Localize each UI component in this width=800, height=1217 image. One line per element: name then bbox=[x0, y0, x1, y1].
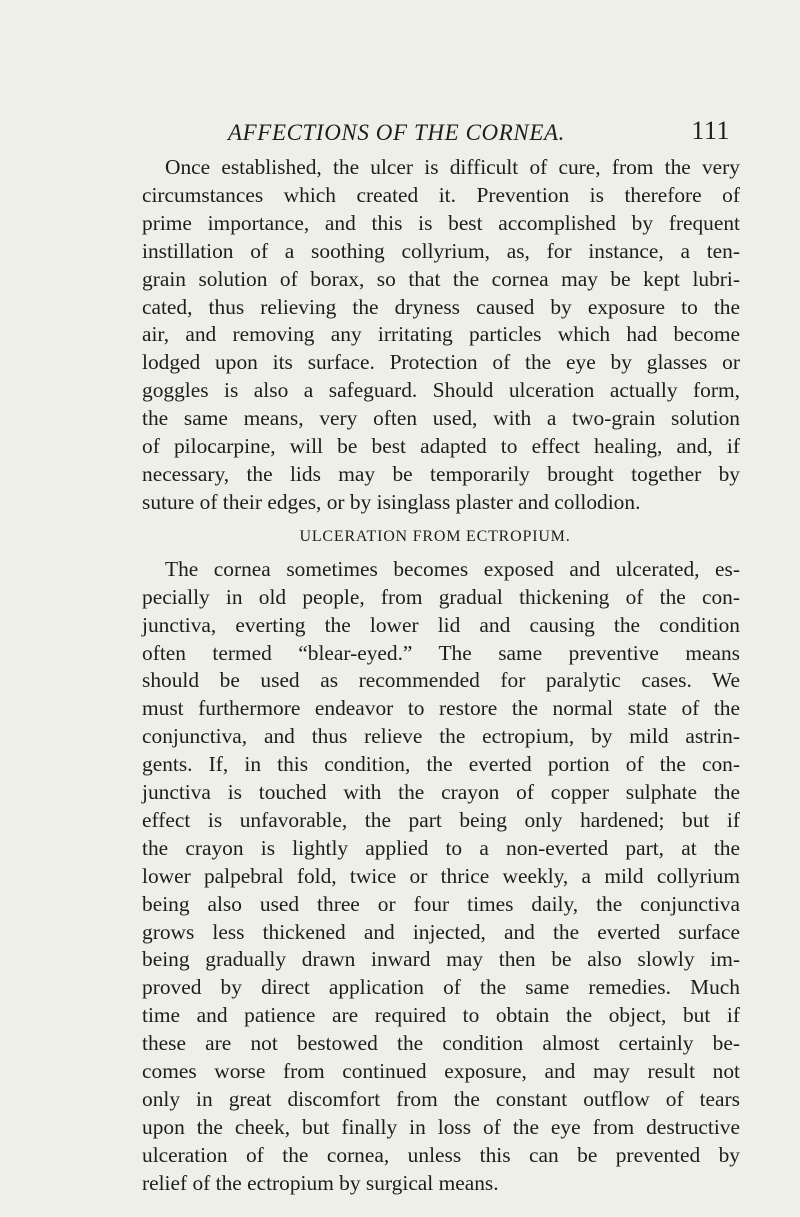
text-line: lodged upon its surface. Protection of the eye by glasses or bbox=[142, 350, 740, 375]
text-line: ulceration of the cornea, unless this can be prevented by bbox=[142, 1142, 740, 1167]
text-line: prime importance, and this is best accomplished by frequent bbox=[142, 210, 740, 235]
text-line: Once established, the ulcer is difficult of cure, from the very bbox=[165, 155, 740, 179]
text-line: junctiva is touched with the crayon of copper sulphate the bbox=[142, 780, 740, 805]
text-line: proved by direct application of the same remedies. Much bbox=[142, 975, 740, 1000]
text-line: being gradually drawn inward may then be also slowly im- bbox=[142, 947, 740, 972]
text-line: effect is unfavorable, the part being only hardened; but if bbox=[142, 807, 740, 832]
text-line: being also used three or four times daily, the conjunctiva bbox=[142, 891, 740, 916]
text-line: grows less thickened and injected, and the everted surface bbox=[142, 919, 740, 944]
text-line: circumstances which created it. Prevention is therefore of bbox=[142, 182, 740, 207]
text-line: must furthermore endeavor to restore the normal state of the bbox=[142, 696, 740, 721]
text-line: gents. If, in this condition, the everted portion of the con- bbox=[142, 752, 740, 777]
text-line: grain solution of borax, so that the cornea may be kept lubri- bbox=[142, 266, 740, 291]
text-line: pecially in old people, from gradual thickening of the con- bbox=[142, 584, 740, 609]
text-line: instillation of a soothing collyrium, as, for instance, a ten- bbox=[142, 238, 740, 263]
text-line: air, and removing any irritating particles which had become bbox=[142, 322, 740, 347]
text-line: only in great discomfort from the constant outflow of tears bbox=[142, 1087, 740, 1111]
text-line: necessary, the lids may be temporarily brought together by bbox=[142, 461, 740, 486]
text-line: should be used as recommended for paralytic cases. We bbox=[142, 668, 740, 693]
text-line: the same means, very often used, with a two-grain solution bbox=[142, 406, 740, 431]
paragraph-2 bbox=[142, 556, 740, 1198]
running-head: AFFECTIONS OF THE CORNEA. bbox=[228, 120, 565, 145]
text-line: relief of the ectropium by surgical means. bbox=[142, 1170, 499, 1195]
text-line: often termed “blear-eyed.” The same preventive means bbox=[142, 640, 740, 665]
text-line: cated, thus relieving the dryness caused by exposure to the bbox=[142, 294, 740, 319]
text-line: of pilocarpine, will be best adapted to effect healing, and, if bbox=[142, 434, 740, 459]
page-number: 111 bbox=[691, 116, 730, 145]
text-line: lower palpebral fold, twice or thrice weekly, a mild collyrium bbox=[142, 863, 740, 888]
text-line: upon the cheek, but finally in loss of the eye from destructive bbox=[142, 1114, 740, 1139]
text-line: goggles is also a safeguard. Should ulceration actually form, bbox=[142, 378, 740, 403]
text-line: comes worse from continued exposure, and may result not bbox=[142, 1059, 740, 1084]
text-line: suture of their edges, or by isinglass plaster and collodion. bbox=[142, 489, 641, 514]
body-text bbox=[142, 154, 740, 1198]
page-header bbox=[170, 117, 730, 157]
text-line: junctiva, everting the lower lid and causing the condition bbox=[142, 612, 740, 637]
text-line: The cornea sometimes becomes exposed and ulcerated, es- bbox=[165, 556, 740, 581]
paragraph-1 bbox=[142, 154, 740, 517]
text-line: these are not bestowed the condition almost certainly be- bbox=[142, 1031, 740, 1056]
text-line: conjunctiva, and thus relieve the ectropium, by mild astrin- bbox=[142, 724, 740, 749]
text-line: time and patience are required to obtain the object, but if bbox=[142, 1003, 740, 1028]
section-heading: ULCERATION FROM ECTROPIUM. bbox=[299, 527, 571, 545]
text-line: the crayon is lightly applied to a non-everted part, at the bbox=[142, 835, 740, 860]
